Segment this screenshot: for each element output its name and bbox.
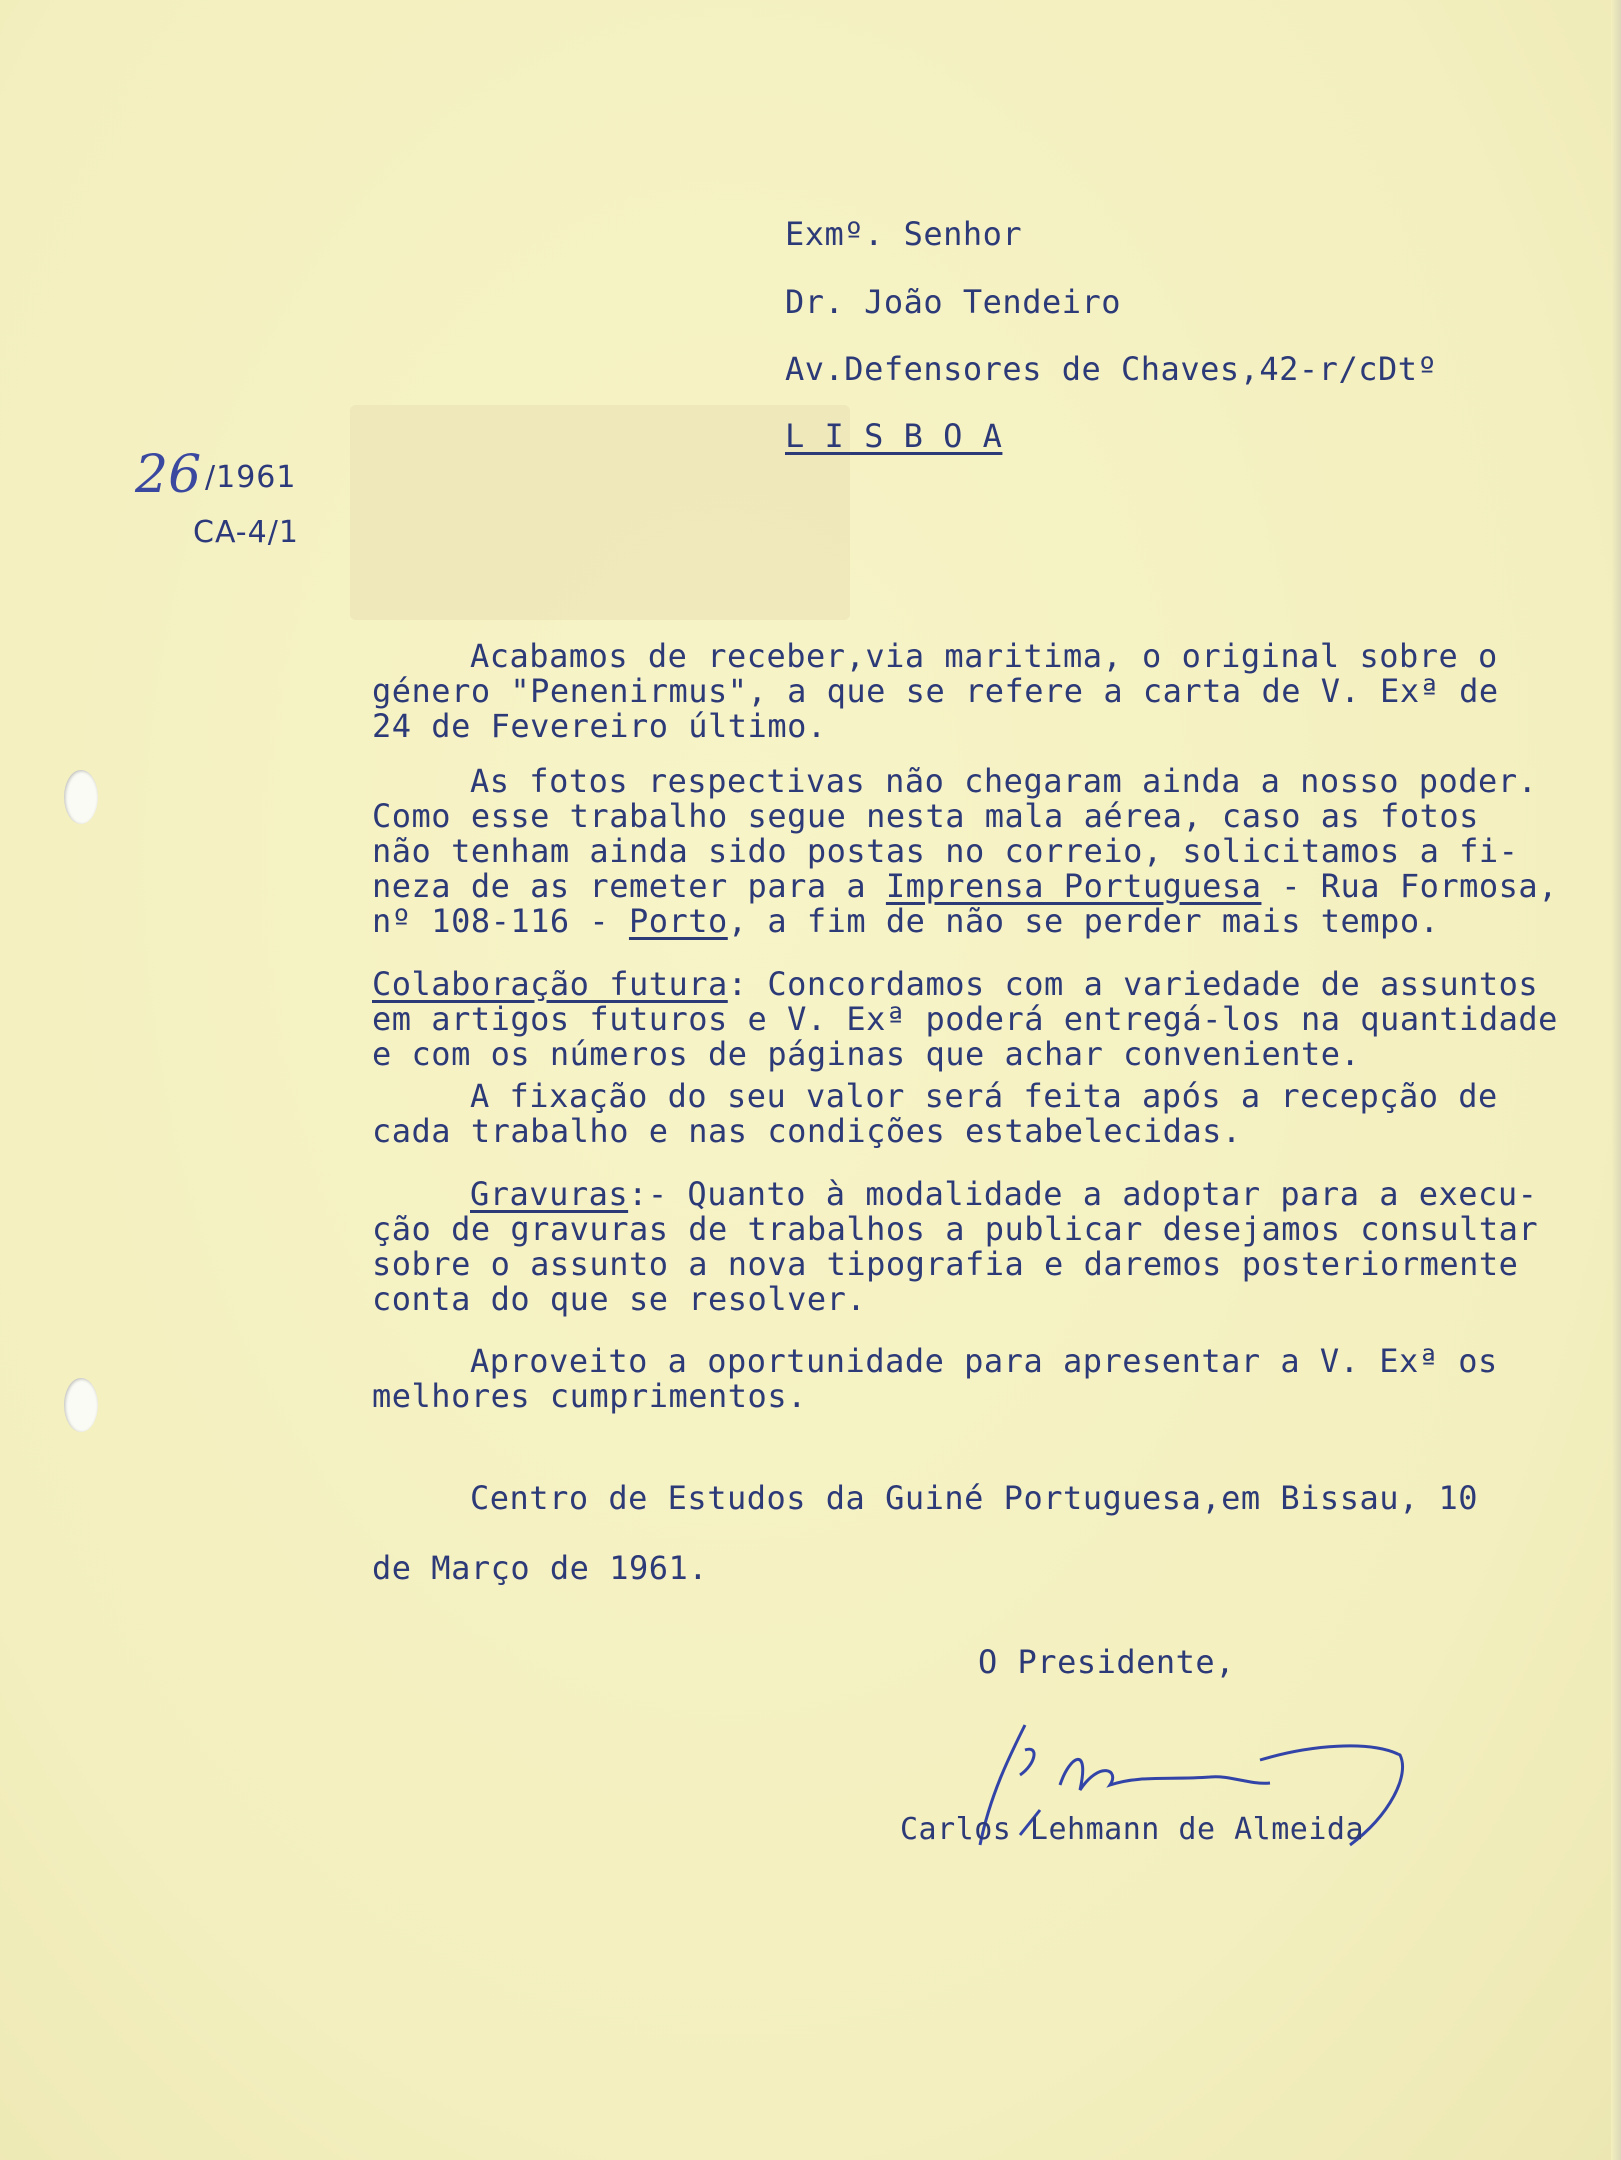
body-p2-line4-pre: neza de as remeter para a (372, 867, 886, 905)
body-p4-line2: cada trabalho e nas condições estabelecidas. (372, 1112, 1242, 1150)
body-p5-line1-post: :- Quanto à modalidade a adoptar para a execu- (628, 1175, 1538, 1213)
place-date-line1: Centro de Estudos da Guiné Portuguesa,em Bissau, 10 (470, 1479, 1479, 1517)
place-date-line2: de Março de 1961. (372, 1549, 709, 1587)
punch-hole-bottom (64, 1378, 98, 1432)
reference-year: /1961 (205, 460, 297, 495)
punch-hole-top (64, 770, 98, 824)
addressee-city: L I S B O A (785, 417, 1003, 455)
addressee-salutation: Exmº. Senhor (785, 215, 1023, 253)
body-p3-line3: e com os números de páginas que achar conveniente. (372, 1035, 1361, 1073)
body-p5-line2: ção de gravuras de trabalhos a publicar desejamos consultar (372, 1210, 1539, 1248)
body-p3-line1-post: : Concordamos com a variedade de assuntos (727, 965, 1539, 1003)
body-p5-line4: conta do que se resolver. (372, 1280, 867, 1318)
body-p3-line1 (372, 965, 1539, 1003)
body-p6-line1: Aproveito a oportunidade para apresentar a V. Exª os (470, 1342, 1498, 1380)
paper-edge (1611, 0, 1621, 2160)
body-p2-line3: não tenham ainda sido postas no correio, solicitamos a fi- (372, 832, 1519, 870)
body-p6-line2: melhores cumprimentos. (372, 1377, 807, 1415)
heading-colaboracao: Colaboração futura (372, 965, 728, 1003)
body-p2-line5-pre: nº 108-116 - (372, 902, 629, 940)
closing-title: O Presidente, (978, 1643, 1235, 1681)
addressee-street: Av.Defensores de Chaves,42-r/cDtº (785, 350, 1438, 388)
body-p5-line1 (470, 1175, 1538, 1213)
body-p2-line4 (372, 867, 1558, 905)
body-p2-line5-post: , a fim de não se perder mais tempo. (727, 902, 1440, 940)
body-p3-line2: em artigos futuros e V. Exª poderá entregá-los na quantidade (372, 1000, 1558, 1038)
body-p5-line3: sobre o assunto a nova tipografia e daremos posteriormente (372, 1245, 1519, 1283)
city-porto: Porto (628, 902, 728, 940)
body-p4-line1: A fixação do seu valor será feita após a recepção de (470, 1077, 1498, 1115)
reference-code: CA-4/1 (193, 515, 299, 550)
body-p1-line1: Acabamos de receber,via maritima, o original sobre o (470, 637, 1498, 675)
body-p1-line2: género "Penenirmus", a que se refere a carta de V. Exª de (372, 672, 1499, 710)
signatory-name: Carlos Lehmann de Almeida (900, 1812, 1365, 1847)
reference-number-handwritten: 26 (135, 445, 202, 505)
body-p2-line2: Como esse trabalho segue nesta mala aérea, caso as fotos (372, 797, 1479, 835)
body-p2-line5 (372, 902, 1440, 940)
publisher-name: Imprensa Portuguesa (885, 867, 1262, 905)
heading-gravuras: Gravuras (470, 1175, 629, 1213)
paper-stain (350, 405, 850, 620)
body-p1-line3: 24 de Fevereiro último. (372, 707, 827, 745)
body-p2-line1: As fotos respectivas não chegaram ainda a nosso poder. (470, 762, 1538, 800)
body-p2-line4-post: - Rua Formosa, (1261, 867, 1558, 905)
addressee-name: Dr. João Tendeiro (785, 283, 1122, 321)
